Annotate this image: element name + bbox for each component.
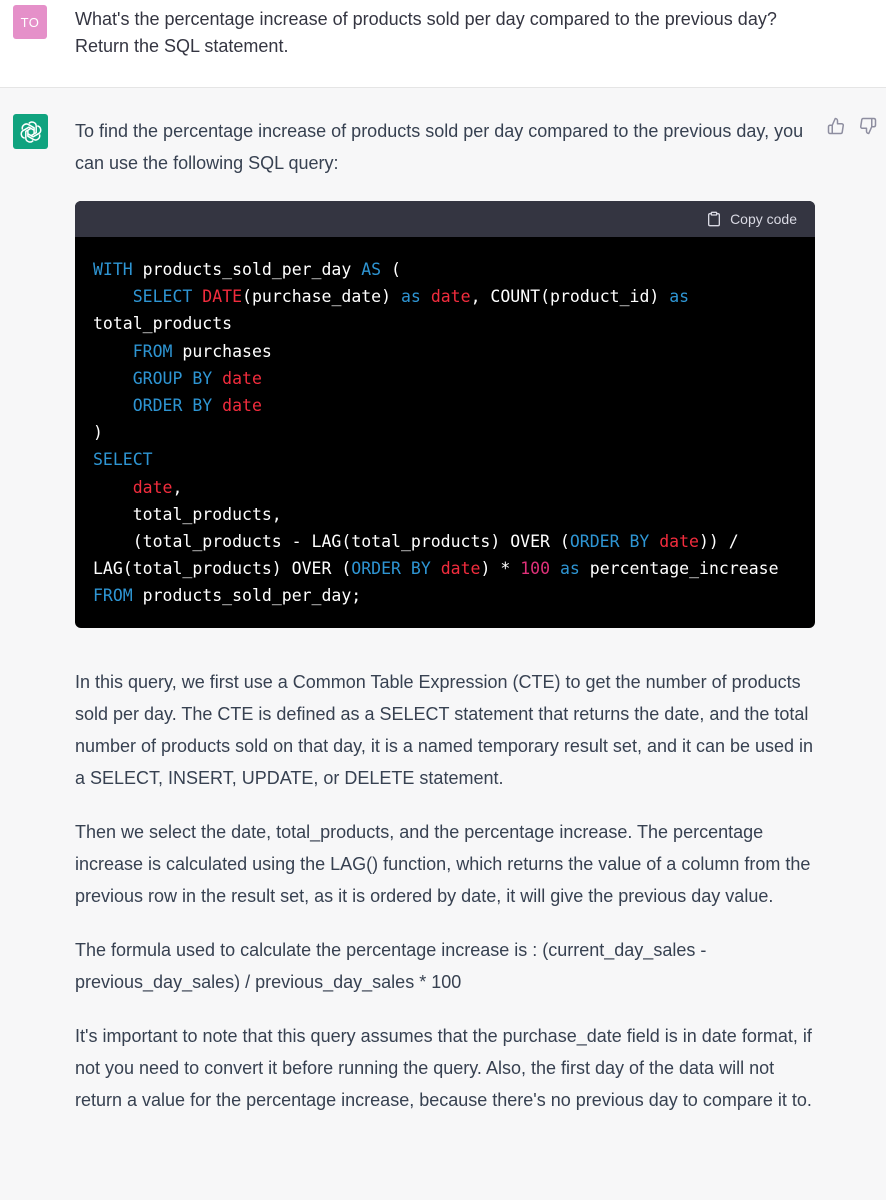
code-line: (total_products - LAG(total_products) OVER (ORDER BY date)) /: [93, 532, 739, 552]
copy-code-label: Copy code: [730, 211, 797, 227]
code-line: total_products: [93, 314, 233, 334]
code-block: [75, 201, 815, 628]
code-line: date,: [132, 477, 183, 497]
assistant-message-row: [0, 89, 886, 1200]
copy-code-button[interactable]: [706, 211, 797, 227]
explanation-paragraph: Then we select the date, total_products, and the percentage increase. The percentage increase is calculated using the LAG() function, which returns the value of a column from the previous row in the result set, as it is ordered by date, it will give the previous day value.: [75, 821, 811, 906]
code-header: [75, 201, 815, 237]
thumbs-up-button[interactable]: [826, 116, 846, 136]
thumbs-down-icon: [859, 117, 877, 135]
code-line: ORDER BY date: [132, 396, 262, 416]
explanation-paragraph: In this query, we first use a Common Table Expression (CTE) to get the number of products sold per day. The CTE is defined as a SELECT statement that returns the date, and the total number of products sold on that day, it is a named temporary result set, and it can be used in a SELECT, INSERT, UPDATE, or DELETE statement.: [75, 671, 814, 788]
explanation-paragraph: It's important to note that this query assumes that the purchase_date field is in date format, if not you need to convert it before running the query. Also, the first day of the data will not return a value for the percentage increase, because there's no previous day to compare it to.: [75, 1025, 812, 1110]
code-line: FROM purchases: [132, 341, 272, 361]
user-message-text: What's the percentage increase of products sold per day compared to the previous day? Return the SQL statement.: [75, 9, 777, 56]
code-line: WITH products_sold_per_day AS (: [93, 260, 401, 279]
code-line: total_products,: [93, 504, 282, 524]
code-line: GROUP BY date: [132, 368, 262, 388]
user-message-row: [0, 0, 886, 88]
user-avatar: TO: [13, 5, 47, 39]
code-line: SELECT: [93, 450, 153, 470]
assistant-intro: To find the percentage increase of products sold per day compared to the previous day, you can use the following SQL query:: [75, 121, 804, 173]
clipboard-icon: [706, 211, 722, 227]
thumbs-down-button[interactable]: [858, 116, 878, 136]
assistant-message-content: [75, 115, 815, 1116]
openai-logo-icon: [19, 120, 43, 144]
explanation-paragraph: The formula used to calculate the percentage increase is : (current_day_sales - previous_day_sales) / previous_day_sales * 100: [75, 939, 707, 992]
thumbs-up-icon: [827, 117, 845, 135]
feedback-buttons: [826, 116, 878, 136]
code-body: [75, 237, 815, 628]
code-line: FROM products_sold_per_day;: [93, 586, 362, 606]
code-line: ): [93, 423, 103, 443]
code-line: LAG(total_products) OVER (ORDER BY date) * 100 as percentage_increase: [93, 559, 779, 579]
code-line: SELECT DATE(purchase_date) as date, COUNT(product_id) as: [132, 287, 690, 307]
assistant-avatar: [13, 114, 48, 149]
